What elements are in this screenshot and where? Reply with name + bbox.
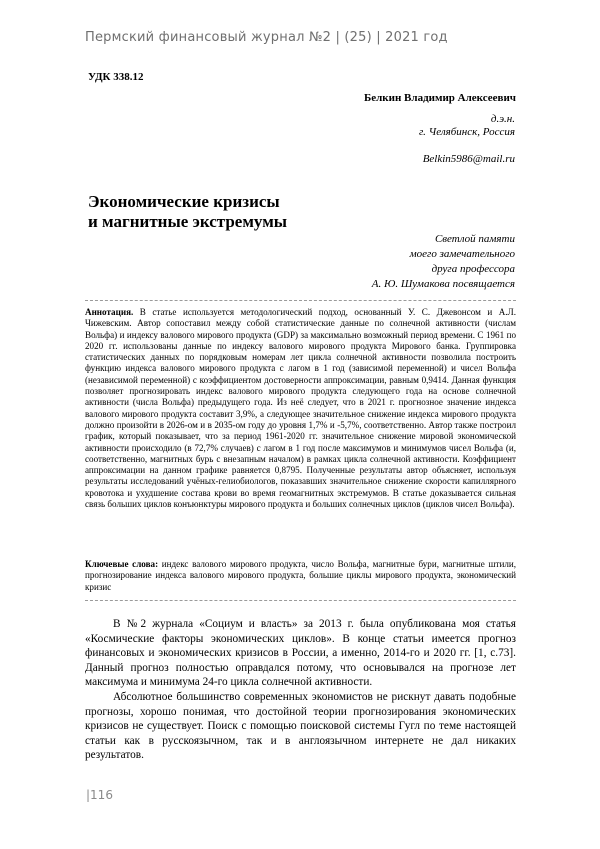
body-paragraph-1-text: В №2 журнала «Социум и власть» за 2013 г. была опубликована моя статья «Космические факторы экономических циклов». В конце статьи имеется прогноз финансовых и экономических кризисов в России, а именно, 2014-го и 2020 гг. [1, с.73]. Данный прогноз полностью оправдался потому, что основывался на прогнозе лет максимума и минимума 24-го цикла солнечной активности. bbox=[85, 618, 516, 688]
article-title bbox=[88, 192, 287, 232]
keywords-label: Ключевые слова: bbox=[85, 559, 158, 569]
body-paragraph-1 bbox=[85, 617, 516, 690]
journal-header: Пермский финансовый журнал №2 | (25) | 2021 год bbox=[85, 30, 448, 45]
article-title-line-1: Экономические кризисы bbox=[88, 192, 287, 212]
keywords-bottom-divider bbox=[85, 600, 516, 601]
article-title-line-2: и магнитные экстремумы bbox=[88, 212, 287, 232]
abstract-text: В статье используется методологический подход, основанный У. С. Джевонсом и А.Л. Чижевским. Автор сопоставил между собой статистические данные по солнечной активности (числам Вольфа) и индексу валового мирового продукта (GDP) за максимально возможный период времени. С 1961 по 2020 гг. использованы данные по индексу валового мирового продукта Мирового банка. Группировка статистических данных по порядковым номерам лет цикла солнечной активности позволила построить функцию индекса валового мирового продукта с лагом в 1 год (зависимой переменной) и чисел Вольфа (независимой переменной) с коэффициентом достоверности аппроксимации, равным 0,9414. Данная функция позволяет прогнозировать индекс валового мирового продукта следующего года на основе солнечной активности (числа Вольфа) предыдущего года. Из неё следует, что в 2021 г. прогнозное значение индекса валового мирового продукта составит 3,9%, а следующее значительное снижение индекса мирового продукта должно произойти в 2026-ом и в 2035-ом году до уровня 1,7% и -5,7%, соответственно. Автор также построил график, который показывает, что за период 1961-2020 гг. значительное снижение мировой экономической активности происходило (в 72,7% случаев) с лагом в 1 год после максимумов и минимумов чисел Вольфа (и, соответственно, магнитных бурь с внезапным началом) в рамках цикла солнечной активности. Коэффициент аппроксимации на данном графике равняется 0,8795. Полученные результаты автор объясняет, используя результаты исследований учёных-гелиобиологов, показавших значительное снижение скорости капиллярного кровотока и ухудшение состава крови во время геомагнитных экстремумов. В статье доказывается сильная связь больших циклов конъюнктуры мирового продукта и больших солнечных циклов (циклов чисел Вольфа). bbox=[85, 307, 516, 509]
body-paragraph-2 bbox=[85, 690, 516, 763]
author-name: Белкин Владимир Алексеевич bbox=[330, 92, 516, 104]
page-number: |116 bbox=[86, 788, 113, 802]
page bbox=[0, 0, 600, 849]
dedication-line: друга профессора bbox=[372, 262, 515, 277]
author-city: г. Челябинск, Россия bbox=[419, 125, 515, 139]
dedication-line: Светлой памяти bbox=[372, 232, 515, 247]
abstract bbox=[85, 307, 516, 510]
abstract-label: Аннотация. bbox=[85, 307, 133, 317]
body-paragraph-2-text: Абсолютное большинство современных экономистов не рискнут давать подобные прогнозы, хорошо понимая, что достойной теории прогнозирования экономических кризисов не существует. Поиск с помощью поисковой системы Гугл по теме настоящей статьи как в русскоязычном, так и в англоязычном интернете не дал никаких результатов. bbox=[85, 691, 516, 761]
dedication-line: моего замечательного bbox=[372, 247, 515, 262]
keywords bbox=[85, 559, 516, 593]
abstract-top-divider bbox=[85, 300, 516, 301]
udk-code: УДК 338.12 bbox=[88, 71, 144, 83]
keywords-text: индекс валового мирового продукта, число Вольфа, магнитные бури, магнитные штили, прогнозирование индекса валового мирового продукта, большие циклы мирового продукта, экономический кризис bbox=[85, 559, 516, 592]
dedication-line: А. Ю. Шумакова посвящается bbox=[372, 277, 515, 292]
author-degree: д.э.н. bbox=[491, 112, 515, 126]
author-email[interactable]: Belkin5986@mail.ru bbox=[423, 152, 515, 166]
dedication bbox=[372, 232, 515, 292]
